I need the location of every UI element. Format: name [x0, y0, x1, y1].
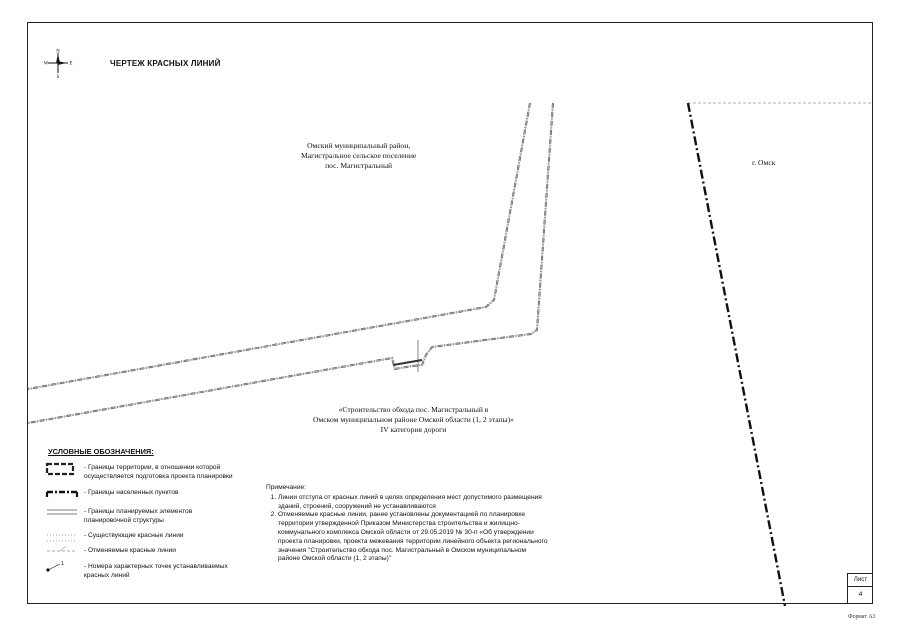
legend-text: - Границы планируемых элементов	[84, 508, 193, 515]
project-label	[313, 405, 514, 435]
drawing-title: ЧЕРТЕЖ КРАСНЫХ ЛИНИЙ	[110, 59, 221, 68]
legend-item-cancelled-red-line	[44, 546, 176, 558]
rural-area-label	[301, 141, 416, 171]
sheet-label: Лист	[848, 574, 873, 587]
sheet-stamp	[847, 573, 873, 604]
project-line-3: IV категория дороги	[380, 425, 447, 434]
notes-list	[266, 494, 548, 564]
note-line: зданий, строений, сооружений не устанавливаются	[278, 502, 436, 510]
legend-item-point-number	[44, 562, 228, 580]
notes-block	[266, 484, 548, 564]
project-line-2: Омском муниципальном районе Омской области (1, 2 этапы)»	[313, 415, 514, 424]
paper-format: Формат А3	[848, 614, 876, 620]
legend-text: - Границы территории, в отношении которой	[84, 464, 221, 471]
legend-text: - Отменяемые красные линии	[84, 547, 176, 554]
legend-item-planning-element-boundary	[44, 507, 192, 525]
compass-rose-icon	[44, 48, 72, 78]
sheet-number: 4	[858, 591, 863, 598]
city-label: г. Омск	[752, 158, 776, 167]
legend-text: - Номера характерных точек устанавливаемых	[84, 563, 228, 570]
note-line: проекта планировки, проекта межевания территории линейного объекта регионального	[278, 537, 548, 545]
compass-n: N	[56, 49, 60, 55]
road-upper-red-line-inner	[28, 103, 530, 389]
note-item	[278, 494, 548, 512]
settlement-boundary-line	[688, 103, 785, 606]
compass-w: W	[43, 61, 49, 67]
legend-text: - Границы населенных пунктов	[84, 489, 179, 496]
legend-item-territory-boundary	[44, 463, 233, 481]
legend-text: - Существующие красные линии	[84, 532, 184, 539]
note-line: районе Омской области (1, 2 этапы)"	[278, 555, 392, 563]
road-joint	[393, 360, 422, 365]
point-number-label: 1	[61, 561, 65, 567]
legend-text: красных линий	[84, 572, 130, 579]
legend-text: планировочной структуры	[84, 517, 164, 524]
compass-e: E	[69, 61, 73, 67]
legend-text: осуществляется подготовка проекта планировки	[84, 473, 233, 480]
note-line: 1. Линии отступа от красных линий в целях определения мест допустимого размещения	[278, 493, 542, 501]
note-line: коммунального комплекса Омской области от 29.05.2019 № 30-п «Об утверждении	[278, 528, 534, 536]
project-line-1: «Строительство обхода пос. Магистральный в	[338, 405, 489, 414]
compass-s: S	[56, 75, 60, 80]
legend-item-existing-red-line	[44, 531, 184, 543]
road-upper-red-line	[28, 103, 530, 389]
note-item	[278, 511, 548, 564]
rural-area-line-1: Омский муниципальный район,	[307, 141, 411, 150]
rural-area-line-2: Магистральное сельское поселение	[301, 151, 417, 160]
note-line: 2. Отменяемые красные линии, ранее установлены документацией по планировке	[278, 511, 525, 519]
rural-area-line-3: пос. Магистральный	[325, 161, 393, 170]
legend-item-settlement-boundary	[44, 488, 179, 500]
notes-heading: Примечание:	[266, 484, 306, 491]
note-line: территории утвержденной Приказом Министерства строительства и жилищно-	[278, 520, 520, 528]
legend-heading: УСЛОВНЫЕ ОБОЗНАЧЕНИЯ:	[48, 447, 154, 456]
note-line: значения "Строительство обхода пос. Магистральный в Омском муниципальном	[278, 546, 527, 554]
